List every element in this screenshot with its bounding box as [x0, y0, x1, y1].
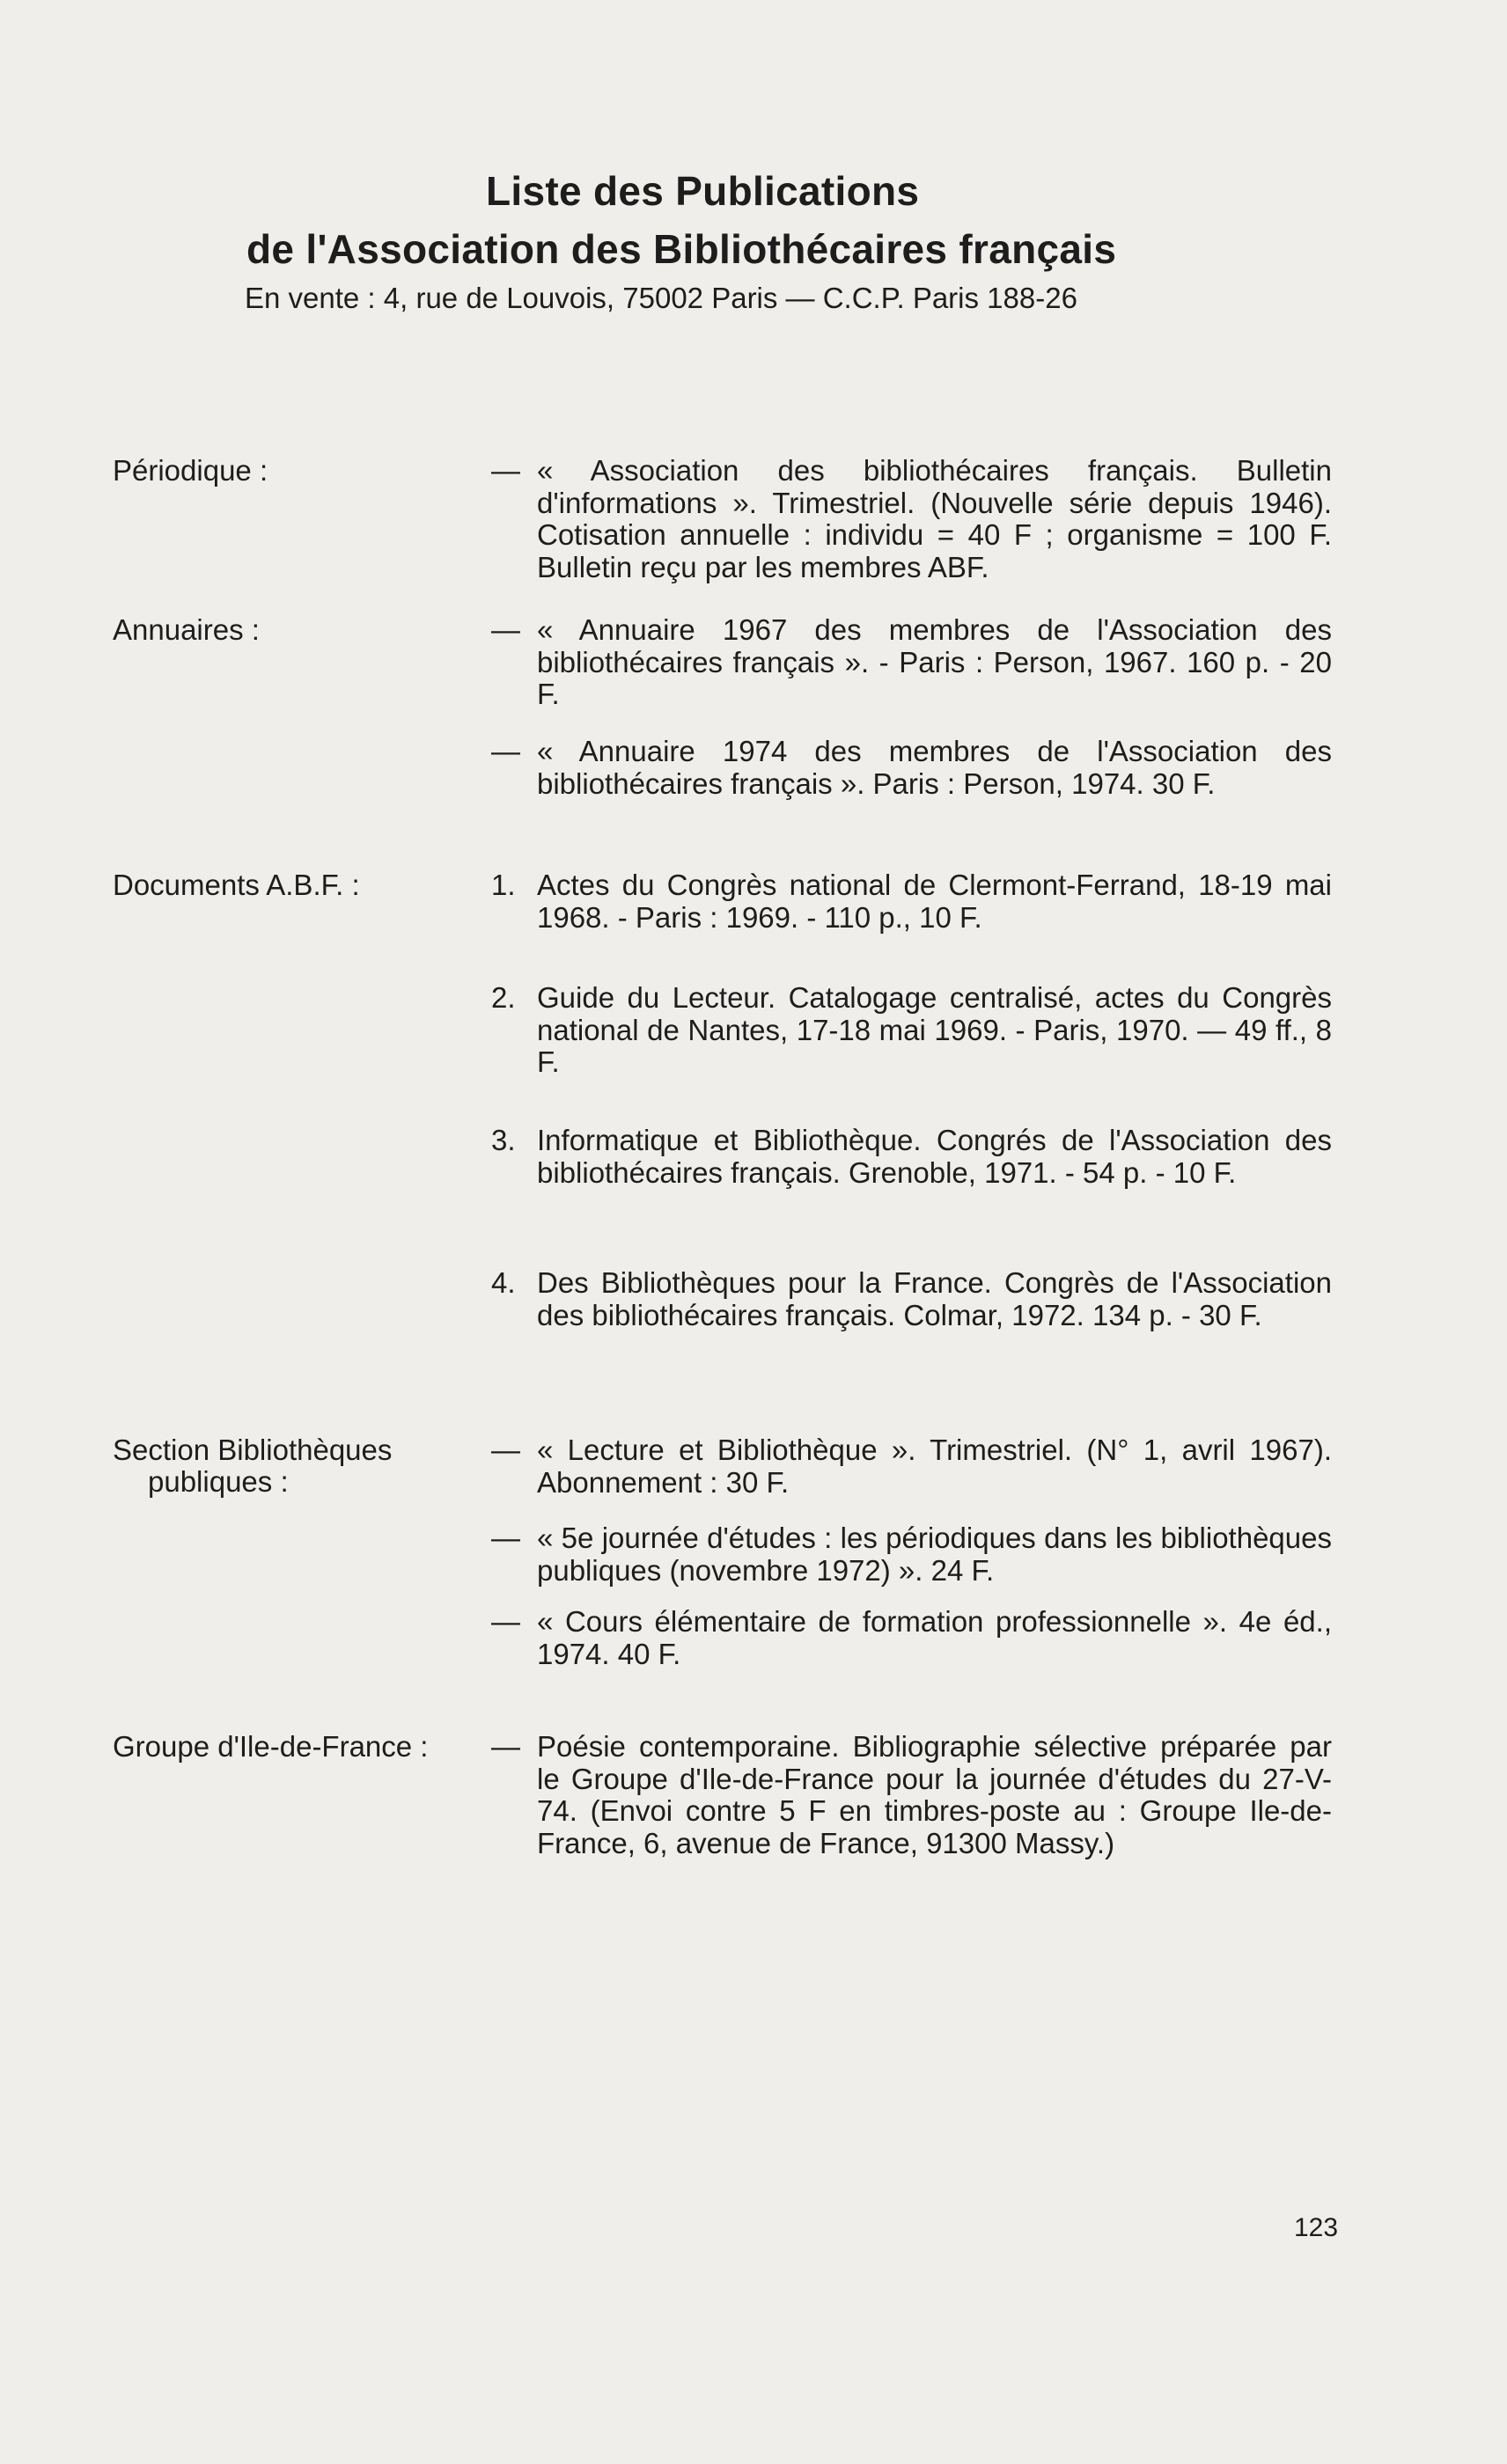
entry-annuaire-1967: [491, 614, 1332, 711]
entry-text: Informatique et Bibliothèque. Congrés de l'Association des bibliothécaires français. Grenoble, 1971. - 54 p. - 10 F.: [537, 1124, 1332, 1189]
entry-bulletin: [491, 455, 1332, 583]
entry-text: « Annuaire 1974 des membres de l'Association des bibliothécaires français ». Paris : Person, 1974. 30 F.: [537, 735, 1332, 800]
entry-poesie-contemporaine: [491, 1731, 1332, 1859]
label-documents-abf: Documents A.B.F. :: [113, 869, 360, 901]
entry-number: 1.: [491, 869, 516, 901]
entry-cours-elementaire: [491, 1606, 1332, 1670]
label-line-2: publiques :: [148, 1465, 289, 1498]
entry-text: Des Bibliothèques pour la France. Congrès de l'Association des bibliothécaires français. Colmar, 1972. 134 p. - 30 F.: [537, 1266, 1332, 1331]
entry-lecture-et-bibliotheque: [491, 1434, 1332, 1499]
entry-text: Actes du Congrès national de Clermont-Ferrand, 18-19 mai 1968. - Paris : 1969. - 110 p., 10 F.: [537, 869, 1332, 934]
entry-number: 4.: [491, 1266, 516, 1299]
label-periodique: Périodique :: [113, 454, 268, 487]
entry-dash: —: [491, 613, 520, 646]
entry-dash: —: [491, 1522, 520, 1554]
label-line-1: Section Bibliothèques: [113, 1434, 393, 1466]
entry-text: « Association des bibliothécaires français. Bulletin d'informations ». Trimestriel. (Nouvelle série depuis 1946). Cotisation annuelle : individu = 40 F ; organisme = 100 F. Bulletin reçu par les membres ABF.: [537, 454, 1332, 583]
entry-text: Poésie contemporaine. Bibliographie sélective préparée par le Groupe d'Ile-de-France pour la journée d'études du 27-V-74. (Envoi contre 5 F en timbres-poste au : Groupe Ile-de-France, 6, avenue de France, 91300 Massy.): [537, 1730, 1332, 1859]
entry-dash: —: [491, 1605, 520, 1638]
entry-number: 3.: [491, 1124, 516, 1156]
entry-document-3: [491, 1125, 1332, 1189]
entry-text: « Lecture et Bibliothèque ». Trimestriel. (N° 1, avril 1967). Abonnement : 30 F.: [537, 1434, 1332, 1499]
entry-text: Guide du Lecteur. Catalogage centralisé, actes du Congrès national de Nantes, 17-18 mai 1969. - Paris, 1970. — 49 ff., 8 F.: [537, 981, 1332, 1078]
entry-document-4: [491, 1267, 1332, 1331]
sales-address: En vente : 4, rue de Louvois, 75002 Paris — C.C.P. Paris 188-26: [245, 282, 1077, 314]
label-groupe-ile-de-france: Groupe d'Ile-de-France :: [113, 1730, 429, 1763]
entry-dash: —: [491, 1434, 520, 1466]
label-annuaires: Annuaires :: [113, 613, 260, 646]
entry-text: « Cours élémentaire de formation professionnelle ». 4e éd., 1974. 40 F.: [537, 1605, 1332, 1670]
entry-dash: —: [491, 1730, 520, 1763]
entry-dash: —: [491, 735, 520, 767]
entry-number: 2.: [491, 981, 516, 1014]
entry-document-1: [491, 869, 1332, 934]
title-line-1: Liste des Publications: [486, 168, 920, 214]
entry-annuaire-1974: [491, 736, 1332, 800]
entry-document-2: [491, 982, 1332, 1079]
entry-text: « 5e journée d'études : les périodiques dans les bibliothèques publiques (novembre 1972) ». 24 F.: [537, 1522, 1332, 1587]
page-number: 123: [1294, 2213, 1339, 2242]
entry-dash: —: [491, 454, 520, 487]
entry-text: « Annuaire 1967 des membres de l'Association des bibliothécaires français ». - Paris : Person, 1967. 160 p. - 20 F.: [537, 613, 1332, 710]
label-section-bibliotheques-publiques: [113, 1434, 392, 1498]
title-line-2: de l'Association des Bibliothécaires français: [246, 226, 1117, 272]
entry-journee-etudes: [491, 1522, 1332, 1587]
